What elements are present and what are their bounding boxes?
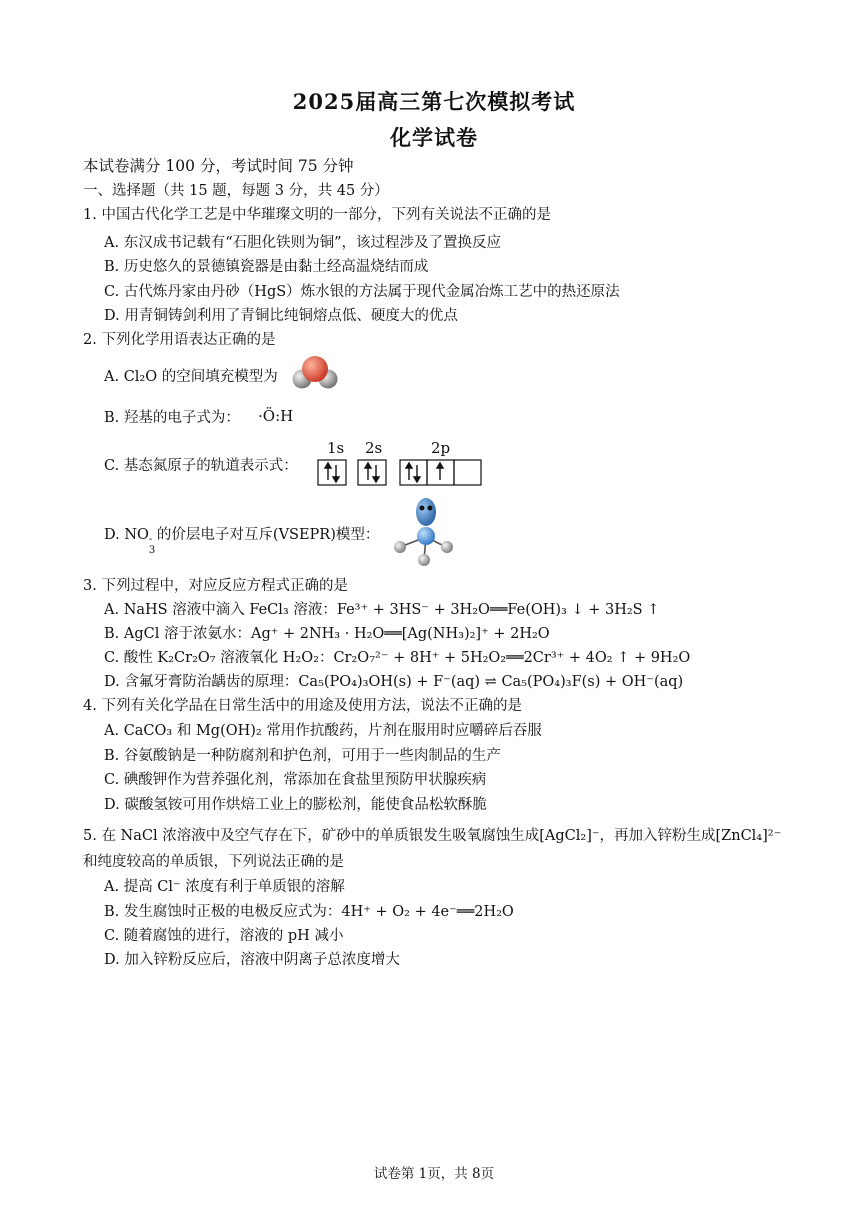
- q4-option-a: A. CaCO₃ 和 Mg(OH)₂ 常用作抗酸药，片剂在服用时应嚼碎后吞服: [104, 723, 542, 739]
- orbital-label-2s: 2s: [365, 439, 383, 457]
- q5-option-d: D. 加入锌粉反应后，溶液中阴离子总浓度增大: [104, 952, 400, 968]
- q4-option-d: D. 碳酸氢铵可用作烘焙工业上的膨松剂，能使食品松软酥脆: [104, 797, 487, 813]
- q3-option-a: A. NaHS 溶液中滴入 FeCl₃ 溶液：Fe³⁺ + 3HS⁻ + 3H₂O══Fe(OH)₃ ↓ + 3H₂S ↑: [104, 602, 660, 618]
- q2-option-a: A. Cl₂O 的空间填充模型为: [104, 369, 278, 385]
- q1-option-d: D. 用青铜铸剑利用了青铜比纯铜熔点低、硬度大的优点: [104, 308, 458, 324]
- nitrate-prefix: D. NO: [104, 527, 149, 543]
- q3-option-d: D. 含氟牙膏防治龋齿的原理：Ca₅(PO₄)₃OH(s) + F⁻(aq) ⇌ Ca₅(PO₄)₃F(s) + OH⁻(aq): [104, 674, 684, 690]
- q5-stem-part2: ，再加入锌粉生成: [599, 828, 716, 844]
- exam-subject: 化学试卷: [390, 125, 478, 150]
- q4-stem: 4. 下列有关化学品在日常生活中的用途及使用方法，说法不正确的是: [83, 698, 522, 714]
- vsepr-model-icon: [390, 496, 460, 568]
- hydroxyl-electron-formula: ·Ö:H: [258, 407, 294, 425]
- orbital-label-2p: 2p: [431, 439, 451, 457]
- q1-option-c: C. 古代炼丹家由丹砂（HgS）炼水银的方法属于现代金属冶炼工艺中的热还原法: [104, 284, 620, 300]
- page-footer: 试卷第 1页，共 8页: [373, 1166, 495, 1182]
- q5-stem-line1: [83, 826, 781, 846]
- exam-title: 2025届高三第七次模拟考试: [292, 89, 576, 114]
- q2-option-c: C. 基态氮原子的轨道表示式：: [104, 458, 298, 474]
- q5-stem-part1: 5. 在 NaCl 浓溶液中及空气存在下，矿砂中的单质银发生吸氧腐蚀生成: [83, 828, 540, 844]
- q5-stem-line2: 和纯度较高的单质银，下列说法正确的是: [83, 854, 344, 870]
- q3-option-c: C. 酸性 K₂Cr₂O₇ 溶液氧化 H₂O₂：Cr₂O₇²⁻ + 8H⁺ + 5H₂O₂══2Cr³⁺ + 4O₂ ↑ + 9H₂O: [104, 650, 691, 666]
- space-filling-model-icon: [290, 352, 340, 392]
- q2-stem: 2. 下列化学用语表达正确的是: [83, 332, 276, 348]
- nitrate-suffix: 的价层电子对互斥(VSEPR)模型：: [156, 527, 380, 543]
- q4-option-c: C. 碘酸钾作为营养强化剂，常添加在食盐里预防甲状腺疾病: [104, 772, 487, 788]
- q1-option-b: B. 历史悠久的景德镇瓷器是由黏土经高温烧结而成: [104, 259, 429, 275]
- zinc-complex-ion: [ZnCl₄]²⁻: [715, 828, 782, 844]
- section-heading: 一、选择题（共 15 题，每题 3 分，共 45 分）: [83, 183, 389, 199]
- orbital-label-1s: 1s: [327, 439, 345, 457]
- orbital-diagram: [316, 458, 486, 488]
- silver-complex-ion: [AgCl₂]⁻: [539, 828, 600, 844]
- q5-option-b: B. 发生腐蚀时正极的电极反应式为：4H⁺ + O₂ + 4e⁻══2H₂O: [104, 904, 514, 920]
- exam-intro: 本试卷满分 100 分，考试时间 75 分钟: [83, 157, 354, 175]
- q1-stem: 1. 中国古代化学工艺是中华璀璨文明的一部分，下列有关说法不正确的是: [83, 207, 551, 223]
- q5-option-c: C. 随着腐蚀的进行，溶液的 pH 减小: [104, 928, 344, 944]
- q4-option-b: B. 谷氨酸钠是一种防腐剂和护色剂，可用于一些肉制品的生产: [104, 748, 501, 764]
- q3-option-b: B. AgCl 溶于浓氨水：Ag⁺ + 2NH₃ · H₂O══[Ag(NH₃)₂]⁺ + 2H₂O: [104, 626, 550, 642]
- q2-option-d: D. NO - 3 的价层电子对互斥(VSEPR)模型：: [104, 527, 380, 556]
- q5-option-a: A. 提高 Cl⁻ 浓度有利于单质银的溶解: [104, 879, 345, 895]
- q3-stem: 3. 下列过程中，对应反应方程式正确的是: [83, 578, 348, 594]
- q2-option-b: B. 羟基的电子式为：: [104, 410, 240, 426]
- q1-option-a: A. 东汉成书记载有“石胆化铁则为铜”，该过程涉及了置换反应: [104, 235, 502, 251]
